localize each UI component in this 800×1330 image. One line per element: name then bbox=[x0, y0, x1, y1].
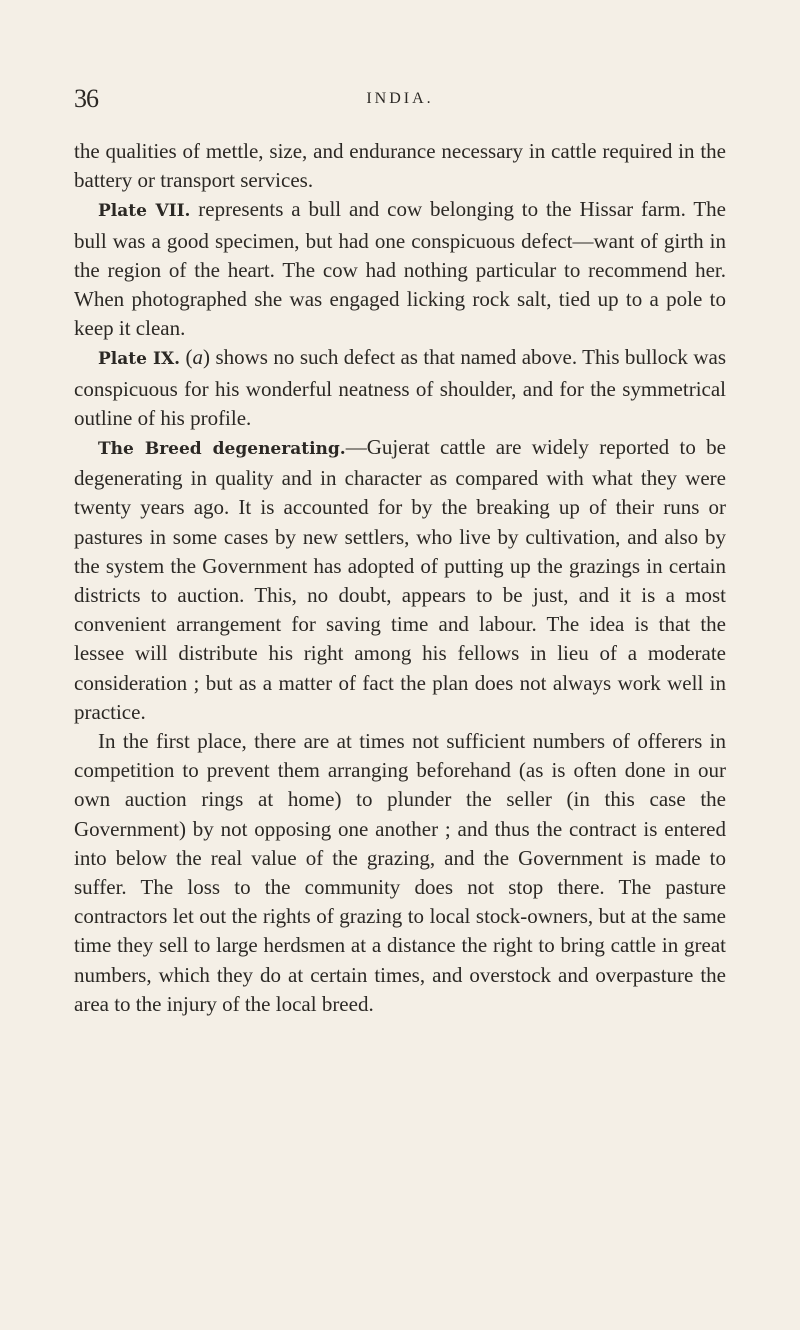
paragraph-text: —Gujerat cattle are widely reported to be degenerating in quality and in character as compared with what they were twenty years ago. It is accounted for by the breaking up of their runs or pastures in some cases by new settlers, who live by cultivation, and also by the system the Government has adopted of putting up the grazings in certain districts to auction. This, no doubt, appears to be just, and it is a most convenient arrangement for saving time and labour. The idea is that the lessee will distribute his right among his fellows in lieu of a moderate consideration ; but as a matter of fact the plan does not always work well in practice. bbox=[74, 435, 726, 724]
paragraph-text: ) shows no such defect as that named above. This bullock was conspicuous for his wonderful neatness of shoulder, and for the symmetrical outline of his profile. bbox=[74, 345, 727, 430]
paragraph-first-place bbox=[74, 727, 726, 1019]
italic-letter: a bbox=[192, 345, 204, 370]
body-text bbox=[74, 137, 726, 1019]
paragraph-text: the qualities of mettle, size, and endurance necessary in cattle required in the battery or transport services. bbox=[74, 139, 726, 193]
paragraph-plate-vii bbox=[74, 195, 726, 343]
paren-open: ( bbox=[180, 345, 193, 370]
plate-ix-lead: Plate IX. bbox=[98, 349, 181, 370]
paragraph-text: represents a bull and cow belonging to the Hissar farm. The bull was a good specimen, but had one conspicuous defect—want of girth in the region of the heart. The cow had nothing particular to recommend her. When photographed she was engaged licking rock salt, tied up to a pole to keep it clean. bbox=[74, 197, 726, 341]
breed-degenerating-lead: The Breed degenerating. bbox=[98, 439, 346, 460]
paragraph-continuation bbox=[74, 137, 726, 195]
paragraph-plate-ix bbox=[74, 343, 726, 433]
page-number: 36 bbox=[74, 84, 98, 113]
running-head: INDIA. bbox=[366, 90, 434, 107]
paragraph-text: In the first place, there are at times not sufficient numbers of offerers in competition to prevent them arranging beforehand (as is often done in our own auction rings at home) to plunder the seller (in this case the Government) by not opposing one another ; and thus the contract is entered into below the real value of the grazing, and the Government is made to suffer. The loss to the community does not stop there. The pasture contractors let out the rights of grazing to local stock-owners, but at the same time they sell to large herdsmen at a distance the right to bring cattle in great numbers, which they do at certain times, and overstock and overpasture the area to the injury of the local breed. bbox=[74, 729, 726, 1016]
page-header bbox=[74, 84, 726, 124]
plate-vii-lead: Plate VII. bbox=[98, 201, 191, 222]
paragraph-breed-degenerating bbox=[74, 433, 726, 727]
